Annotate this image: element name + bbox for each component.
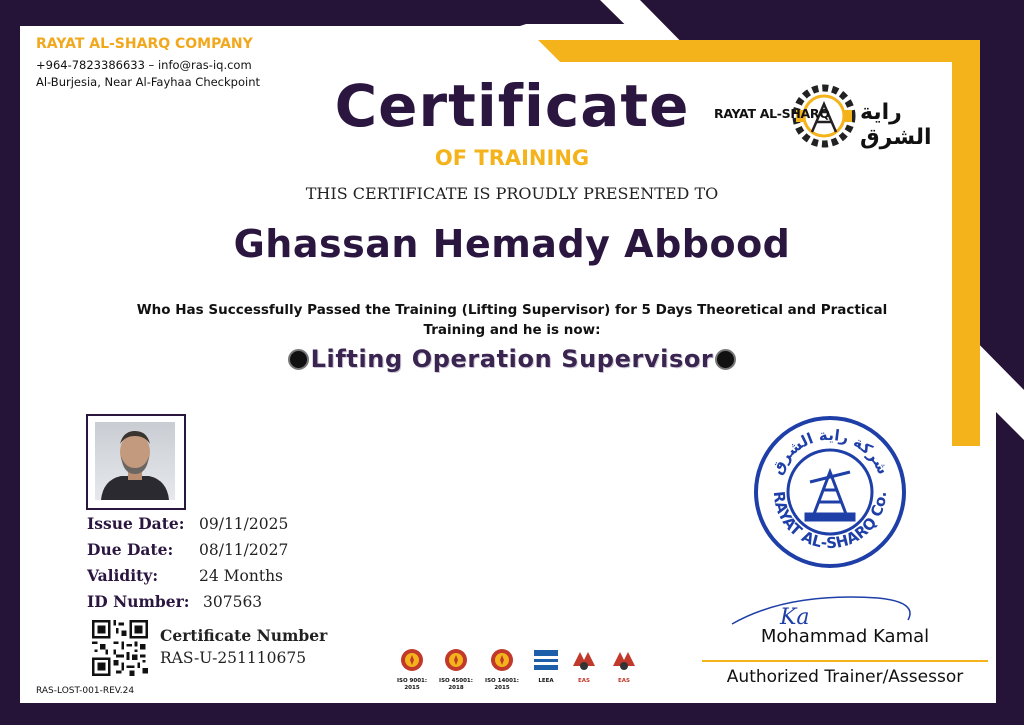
revision-code: RAS-LOST-001-REV.24 xyxy=(36,686,135,696)
badge-leea xyxy=(526,648,566,685)
qr-code[interactable] xyxy=(92,620,148,676)
company-name: RAYAT AL-SHARQ COMPANY xyxy=(36,36,253,52)
badge-eas-2 xyxy=(604,648,644,685)
person-photo-icon xyxy=(95,422,175,500)
eas-icon xyxy=(610,648,638,674)
recipient-photo xyxy=(86,414,186,510)
stamp-latin-text: RAYAT AL-SHARQ Co. xyxy=(769,490,891,553)
stamp-arabic-text: شركة راية الشرق xyxy=(767,425,893,478)
bullet-left-icon xyxy=(288,349,309,370)
badge-iso-45001 xyxy=(436,648,476,692)
signature-line xyxy=(702,660,988,662)
stamp-seal-icon xyxy=(752,414,908,570)
certificate-number-label: Certificate Number xyxy=(160,626,328,645)
role-title: Lifting Operation Supervisor xyxy=(310,345,714,373)
iso-45001-icon xyxy=(442,648,470,674)
description-line-1: Who Has Successfully Passed the Training (Lifting Supervisor) for 5 Days Theoretical and Practical xyxy=(136,302,888,318)
presented-to-text: THIS CERTIFICATE IS PROUDLY PRESENTED TO xyxy=(305,184,719,203)
badge-caption: EAS xyxy=(578,678,590,684)
accreditation-badges xyxy=(392,648,642,694)
badge-caption: EAS xyxy=(618,678,630,684)
qr-code-icon xyxy=(92,620,148,676)
logo-latin-text: RAYAT AL-SHARQ xyxy=(714,106,830,121)
company-contact: +964-7823386633 – info@ras-iq.com xyxy=(36,58,252,72)
leea-icon xyxy=(532,648,560,674)
bullet-right-icon xyxy=(715,349,736,370)
badge-eas-1 xyxy=(564,648,604,685)
eas-icon xyxy=(570,648,598,674)
certificate-number-value: RAS-U-251110675 xyxy=(160,649,307,667)
badge-caption: LEEA xyxy=(538,678,554,684)
issue-date-row xyxy=(87,514,288,533)
due-date-row xyxy=(87,540,288,559)
signer-title: Authorized Trainer/Assessor xyxy=(726,667,964,687)
photo-image xyxy=(95,422,175,500)
signature-script: Ka xyxy=(780,605,810,630)
validity-row xyxy=(87,566,283,585)
validity-label: Validity: xyxy=(87,566,159,585)
description-line-2: Training and he is now: xyxy=(423,322,601,338)
badge-iso-14001 xyxy=(482,648,522,692)
id-number-row xyxy=(87,592,262,611)
recipient-name: Ghassan Hemady Abbood xyxy=(233,222,791,266)
due-date-label: Due Date: xyxy=(87,540,174,559)
certificate-subtitle: OF TRAINING xyxy=(434,146,590,170)
due-date-value: 08/11/2027 xyxy=(199,541,289,559)
validity-value: 24 Months xyxy=(199,567,284,585)
role-line xyxy=(0,345,1024,373)
training-description xyxy=(100,300,924,340)
iso-9001-icon xyxy=(398,648,426,674)
company-stamp xyxy=(752,414,908,570)
badge-iso-9001 xyxy=(392,648,432,692)
id-number-value: 307563 xyxy=(203,593,263,611)
iso-14001-icon xyxy=(488,648,516,674)
badge-caption: ISO 14001: 2015 xyxy=(485,678,519,691)
issue-date-value: 09/11/2025 xyxy=(199,515,289,533)
signer-name: Mohammad Kamal xyxy=(760,626,930,647)
company-address: Al-Burjesia, Near Al-Fayhaa Checkpoint xyxy=(36,75,260,89)
badge-caption: ISO 45001: 2018 xyxy=(439,678,473,691)
certificate-title: Certificate xyxy=(334,72,690,140)
issue-date-label: Issue Date: xyxy=(87,514,185,533)
id-number-label: ID Number: xyxy=(87,592,190,611)
badge-caption: ISO 9001: 2015 xyxy=(396,678,428,691)
logo-arabic-text: راية الشرق xyxy=(860,100,932,150)
